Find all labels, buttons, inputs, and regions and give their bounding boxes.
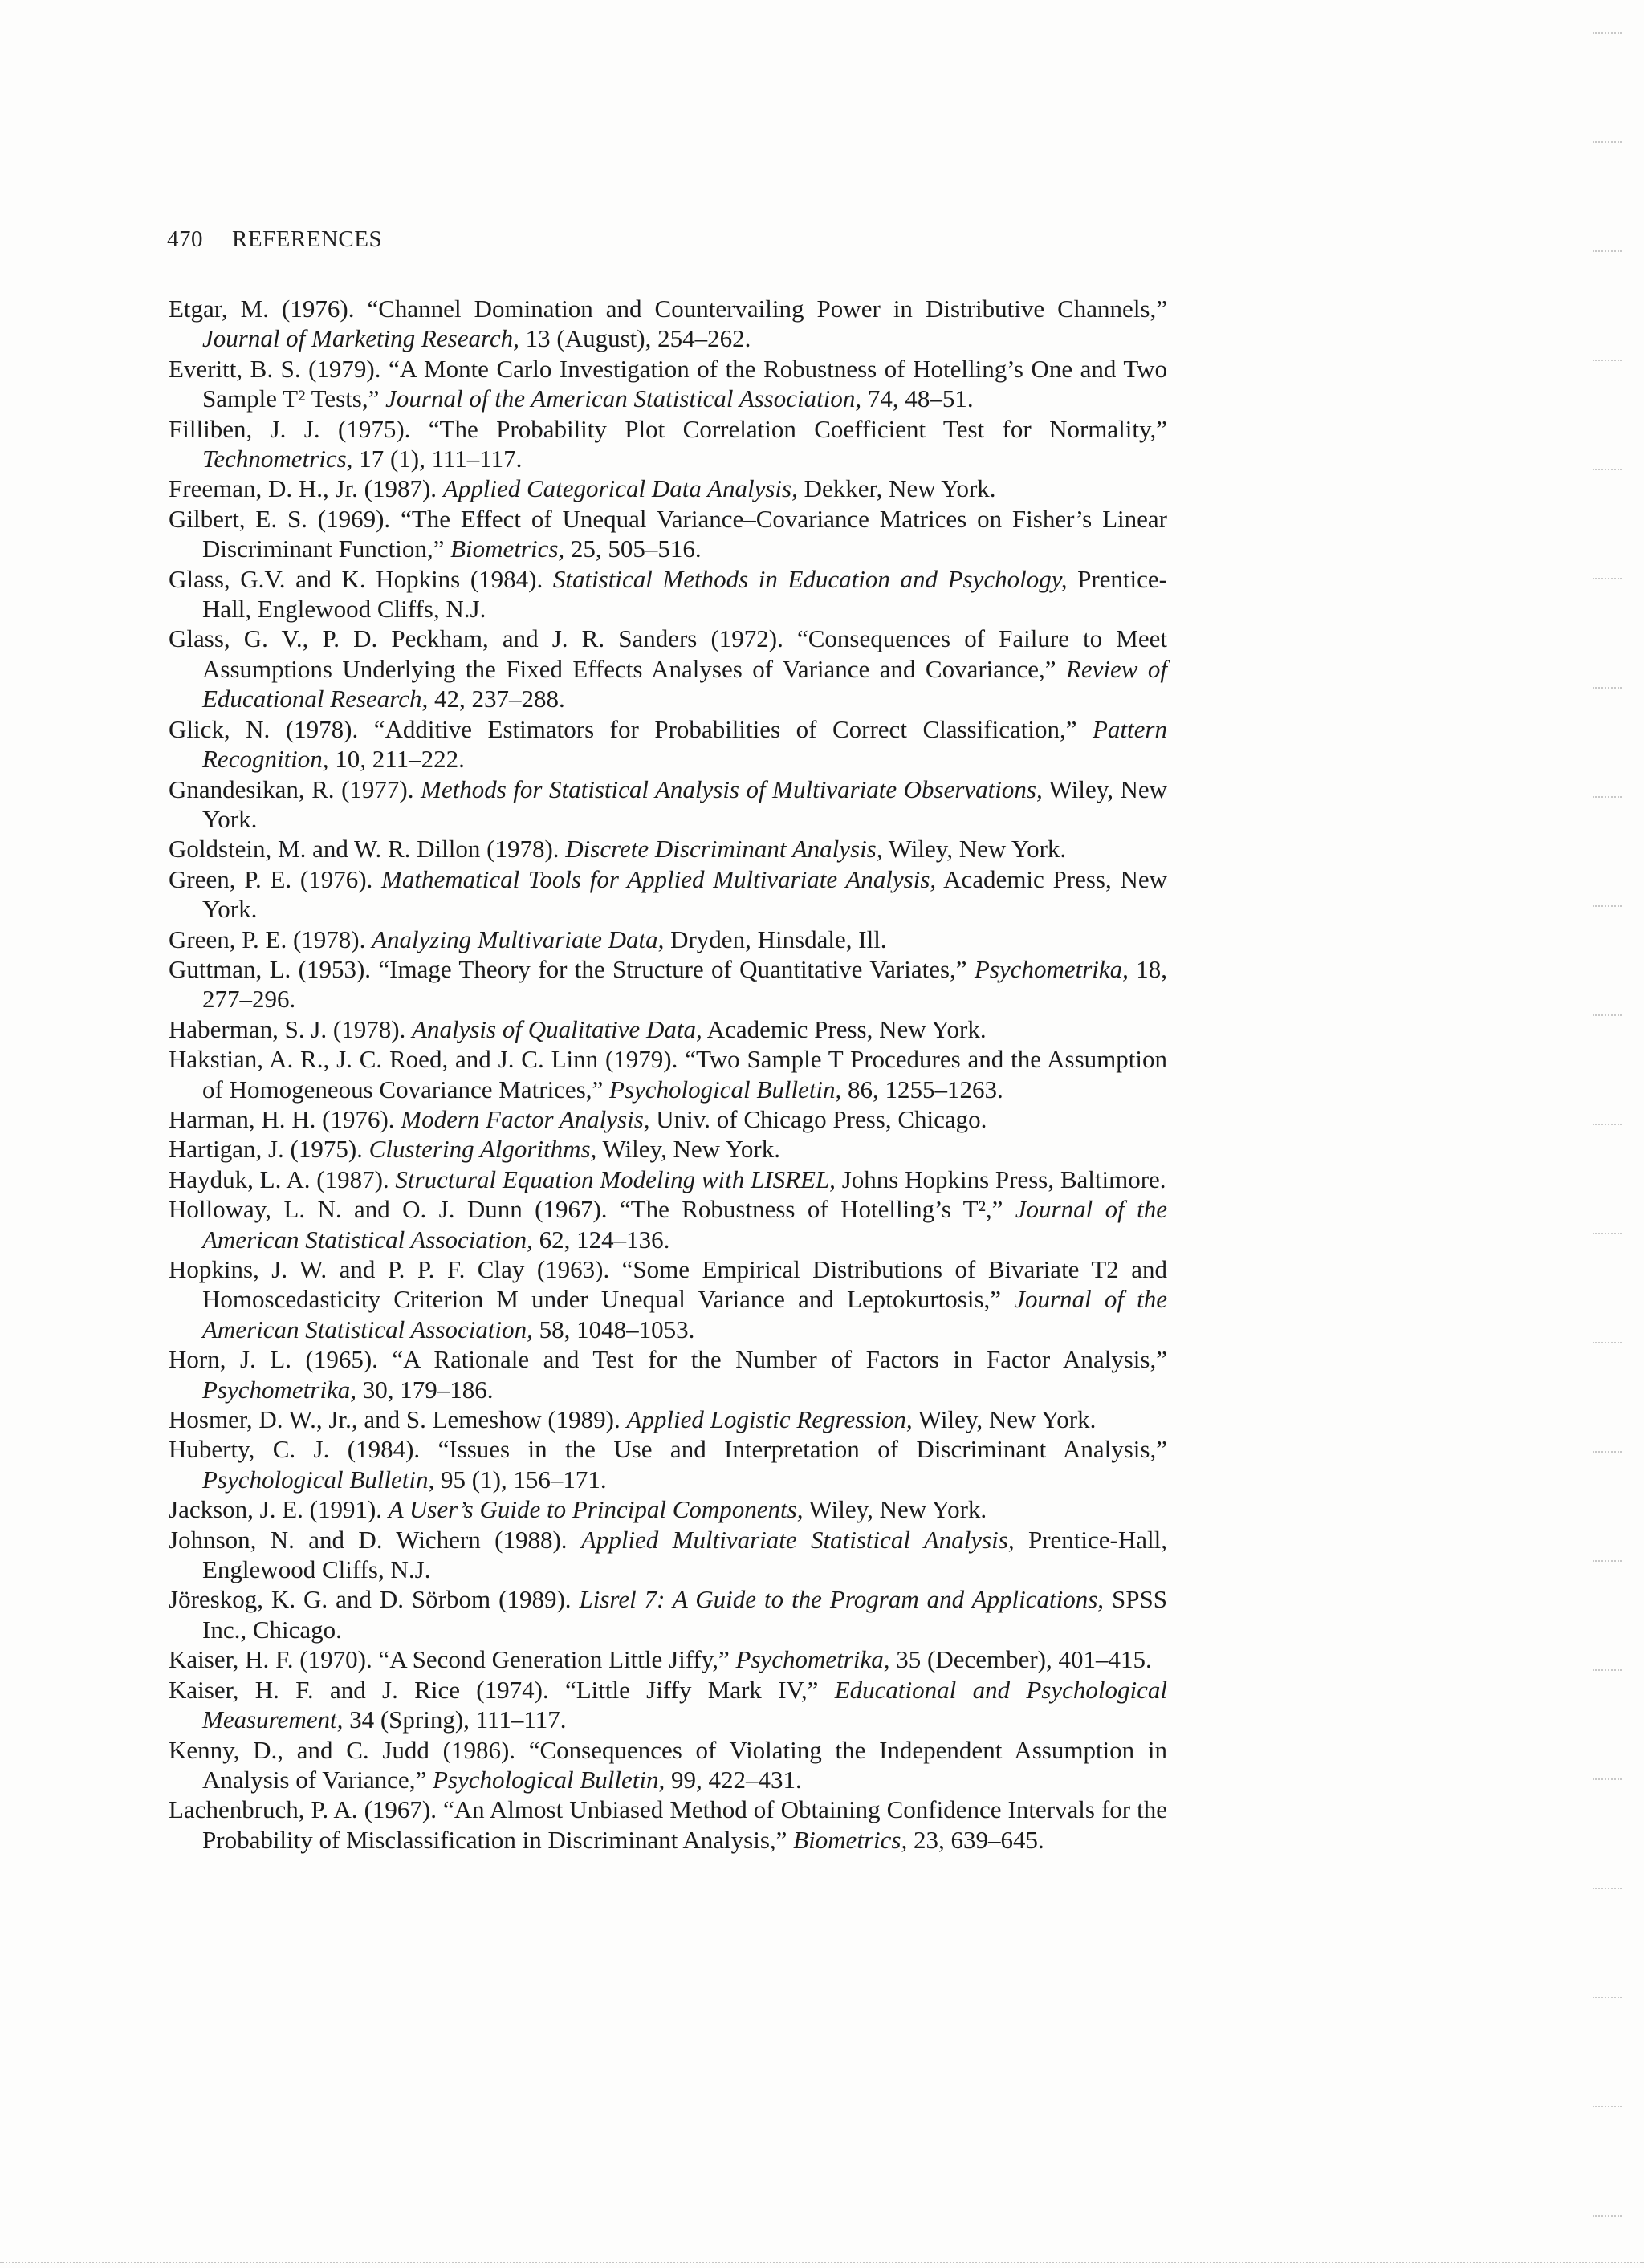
reference-entry xyxy=(169,774,1167,835)
reference-source-title: Clustering Algorithms, xyxy=(368,1135,597,1164)
edge-mark xyxy=(1593,2215,1622,2217)
reference-details: Wiley, New York. xyxy=(912,1405,1097,1434)
reference-entry xyxy=(169,624,1167,713)
reference-source-title: Psychometrika, xyxy=(735,1645,890,1674)
reference-source-title: Mathematical Tools for Applied Multivariate Analysis, xyxy=(381,864,937,893)
reference-details: 86, 1255–1263. xyxy=(841,1075,1003,1104)
reference-text: Hakstian, A. R., J. C. Roed, and J. C. Linn (1979). “Two Sample T Procedures and the Assumption of Homogeneous Covariance Matrices,” xyxy=(169,1045,1167,1104)
reference-text: Gnandesikan, R. (1977). xyxy=(169,774,421,803)
reference-details: 74, 48–51. xyxy=(861,384,974,413)
reference-entry xyxy=(169,474,1167,503)
reference-text: Haberman, S. J. (1978). xyxy=(169,1014,413,1043)
reference-entry xyxy=(169,925,1167,954)
reference-details: Wiley, New York. xyxy=(202,774,1167,833)
reference-source-title: Psychological Bulletin, xyxy=(609,1075,842,1104)
reference-text: Harman, H. H. (1976). xyxy=(169,1104,401,1133)
reference-details: Wiley, New York. xyxy=(596,1135,780,1164)
section-title: REFERENCES xyxy=(232,226,383,252)
reference-entry xyxy=(169,1735,1167,1795)
reference-details: 95 (1), 156–171. xyxy=(434,1465,607,1494)
reference-details: 13 (August), 254–262. xyxy=(519,324,751,353)
reference-text: Johnson, N. and D. Wichern (1988). xyxy=(169,1525,581,1554)
reference-text: Kaiser, H. F. and J. Rice (1974). “Little Jiffy Mark IV,” xyxy=(169,1675,835,1704)
reference-entry xyxy=(169,1525,1167,1585)
reference-text: Kenny, D., and C. Judd (1986). “Consequences of Violating the Independent Assumption in Analysis of Variance,” xyxy=(169,1735,1167,1794)
reference-source-title: Methods for Statistical Analysis of Multivariate Observations, xyxy=(421,774,1043,803)
reference-details: SPSS Inc., Chicago. xyxy=(202,1585,1167,1644)
edge-mark xyxy=(1593,32,1622,34)
reference-text: Jackson, J. E. (1991). xyxy=(169,1495,389,1524)
reference-source-title: Psychometrika, xyxy=(974,954,1129,983)
reference-entry xyxy=(169,1164,1167,1194)
reference-details: Prentice-Hall, Englewood Cliffs, N.J. xyxy=(202,564,1167,624)
reference-entry xyxy=(169,1584,1167,1644)
edge-mark xyxy=(1593,2106,1622,2107)
scan-edge-marks xyxy=(1589,0,1622,2268)
reference-details: Academic Press, New York. xyxy=(702,1014,987,1043)
reference-source-title: Journal of the American Statistical Association, xyxy=(202,1195,1167,1254)
reference-details: Prentice-Hall, Englewood Cliffs, N.J. xyxy=(202,1525,1167,1584)
reference-details: 35 (December), 401–415. xyxy=(889,1645,1152,1674)
reference-entry xyxy=(169,1494,1167,1524)
edge-mark xyxy=(1593,1342,1622,1343)
reference-entry xyxy=(169,294,1167,354)
reference-text: Kaiser, H. F. (1970). “A Second Generation Little Jiffy,” xyxy=(169,1645,736,1674)
reference-source-title: Journal of Marketing Research, xyxy=(202,324,519,353)
reference-source-title: Applied Logistic Regression, xyxy=(626,1405,913,1434)
reference-details: 34 (Spring), 111–117. xyxy=(343,1705,567,1734)
reference-source-title: Psychological Bulletin, xyxy=(432,1765,665,1794)
reference-details: 30, 179–186. xyxy=(356,1375,494,1404)
reference-source-title: Applied Multivariate Statistical Analysis, xyxy=(580,1525,1015,1554)
reference-entry xyxy=(169,1344,1167,1404)
edge-mark xyxy=(1593,687,1622,689)
edge-mark xyxy=(1593,905,1622,907)
reference-entry xyxy=(169,1794,1167,1855)
reference-text: Goldstein, M. and W. R. Dillon (1978). xyxy=(169,835,566,864)
edge-mark xyxy=(1593,469,1622,470)
reference-text: Etgar, M. (1976). “Channel Domination and Countervailing Power in Distributive Channels,” xyxy=(169,295,1167,323)
reference-source-title: Structural Equation Modeling with LISREL, xyxy=(395,1164,836,1193)
reference-details: Wiley, New York. xyxy=(882,835,1067,864)
edge-mark xyxy=(1593,1014,1622,1016)
page-number: 470 xyxy=(167,226,203,252)
reference-details: 25, 505–516. xyxy=(564,534,702,563)
edge-mark xyxy=(1593,250,1622,252)
reference-source-title: Analysis of Qualitative Data, xyxy=(412,1014,702,1043)
reference-text: Hayduk, L. A. (1987). xyxy=(169,1164,396,1193)
running-head xyxy=(167,226,382,253)
reference-details: Univ. of Chicago Press, Chicago. xyxy=(649,1104,987,1133)
reference-text: Horn, J. L. (1965). “A Rationale and Test for the Number of Factors in Factor Analysis,” xyxy=(169,1345,1167,1374)
reference-list xyxy=(169,294,1167,1855)
reference-entry xyxy=(169,1404,1167,1434)
reference-source-title: Review of Educational Research, xyxy=(202,654,1167,713)
reference-entry xyxy=(169,504,1167,564)
reference-text: Hopkins, J. W. and P. P. F. Clay (1963). “Some Empirical Distributions of Bivariate T2 and Homoscedasticity Criterion M under Unequal Variance and Leptokurtosis,” xyxy=(169,1255,1167,1314)
reference-entry xyxy=(169,1044,1167,1104)
edge-mark xyxy=(1593,1669,1622,1671)
edge-mark xyxy=(1593,1888,1622,1889)
edge-mark xyxy=(1593,1233,1622,1234)
reference-entry xyxy=(169,1134,1167,1164)
reference-source-title: Discrete Discriminant Analysis, xyxy=(565,835,883,864)
reference-details: 10, 211–222. xyxy=(328,745,465,774)
reference-text: Lachenbruch, P. A. (1967). “An Almost Unbiased Method of Obtaining Confidence Intervals for the Probability of Misclassification in Discriminant Analysis,” xyxy=(169,1795,1167,1854)
reference-text: Huberty, C. J. (1984). “Issues in the Use and Interpretation of Discriminant Analysis,” xyxy=(169,1435,1167,1464)
edge-mark xyxy=(1593,1560,1622,1562)
reference-text: Hartigan, J. (1975). xyxy=(169,1135,369,1164)
reference-source-title: Lisrel 7: A Guide to the Program and Applications, xyxy=(579,1585,1105,1614)
reference-entry xyxy=(169,954,1167,1014)
reference-source-title: Analyzing Multivariate Data, xyxy=(372,925,665,953)
edge-mark xyxy=(1593,796,1622,798)
scan-bottom-edge xyxy=(0,2262,1644,2263)
reference-details: 58, 1048–1053. xyxy=(532,1315,695,1343)
reference-source-title: Biometrics, xyxy=(450,534,565,563)
reference-text: Holloway, L. N. and O. J. Dunn (1967). “The Robustness of Hotelling’s T²,” xyxy=(169,1195,1015,1224)
reference-text: Glass, G.V. and K. Hopkins (1984). xyxy=(169,564,553,593)
edge-mark xyxy=(1593,141,1622,143)
reference-entry xyxy=(169,1644,1167,1674)
reference-text: Glass, G. V., P. D. Peckham, and J. R. Sanders (1972). “Consequences of Failure to Meet Assumptions Underlying the Fixed Effects Analyses of Variance and Covariance,” xyxy=(169,624,1167,683)
edge-mark xyxy=(1593,1778,1622,1780)
reference-source-title: Educational and Psychological Measurement, xyxy=(202,1675,1167,1734)
reference-source-title: Statistical Methods in Education and Psychology, xyxy=(552,564,1068,593)
reference-text: Green, P. E. (1976). xyxy=(169,864,382,893)
reference-entry xyxy=(169,864,1167,925)
edge-mark xyxy=(1593,578,1622,579)
reference-details: Dryden, Hinsdale, Ill. xyxy=(664,925,887,953)
reference-source-title: Psychological Bulletin, xyxy=(202,1465,435,1494)
reference-source-title: Technometrics, xyxy=(202,445,353,474)
reference-text: Guttman, L. (1953). “Image Theory for the Structure of Quantitative Variates,” xyxy=(169,954,975,983)
reference-entry xyxy=(169,1675,1167,1735)
reference-entry xyxy=(169,834,1167,864)
edge-mark xyxy=(1593,1451,1622,1453)
reference-text: Filliben, J. J. (1975). “The Probability Plot Correlation Coefficient Test for Normality,” xyxy=(169,414,1167,443)
reference-entry xyxy=(169,1014,1167,1044)
reference-entry xyxy=(169,354,1167,414)
reference-source-title: Psychometrika, xyxy=(202,1375,356,1404)
reference-details: Dekker, New York. xyxy=(797,474,996,503)
reference-details: Wiley, New York. xyxy=(803,1495,987,1524)
reference-details: 62, 124–136. xyxy=(532,1225,670,1254)
reference-source-title: A User’s Guide to Principal Components, xyxy=(388,1495,804,1524)
reference-details: 42, 237–288. xyxy=(428,685,565,713)
reference-entry xyxy=(169,1104,1167,1134)
reference-entry xyxy=(169,1434,1167,1494)
reference-entry xyxy=(169,564,1167,624)
reference-text: Gilbert, E. S. (1969). “The Effect of Unequal Variance–Covariance Matrices on Fisher’s Linear Discriminant Function,” xyxy=(169,504,1167,563)
reference-source-title: Biometrics, xyxy=(793,1825,908,1854)
reference-source-title: Journal of the American Statistical Association, xyxy=(202,1285,1168,1343)
reference-details: 17 (1), 111–117. xyxy=(352,445,523,474)
reference-text: Jöreskog, K. G. and D. Sörbom (1989). xyxy=(169,1585,580,1614)
reference-entry xyxy=(169,714,1167,774)
reference-text: Hosmer, D. W., Jr., and S. Lemeshow (1989). xyxy=(169,1405,627,1434)
reference-details: 99, 422–431. xyxy=(665,1765,802,1794)
reference-text: Glick, N. (1978). “Additive Estimators for Probabilities of Correct Classification,” xyxy=(169,714,1093,743)
reference-details: 18, 277–296. xyxy=(202,954,1167,1014)
reference-entry xyxy=(169,414,1167,474)
reference-details: Academic Press, New York. xyxy=(202,864,1167,924)
reference-text: Everitt, B. S. (1979). “A Monte Carlo Investigation of the Robustness of Hotelling’s One and Two Sample T² Tests,” xyxy=(169,354,1167,413)
edge-mark xyxy=(1593,360,1622,361)
reference-source-title: Applied Categorical Data Analysis, xyxy=(442,474,798,503)
reference-details: 23, 639–645. xyxy=(907,1825,1044,1854)
edge-mark xyxy=(1593,1997,1622,1998)
reference-details: Johns Hopkins Press, Baltimore. xyxy=(835,1164,1166,1193)
reference-text: Green, P. E. (1978). xyxy=(169,925,372,953)
reference-entry xyxy=(169,1254,1167,1344)
reference-source-title: Pattern Recognition, xyxy=(202,714,1167,774)
reference-source-title: Journal of the American Statistical Association, xyxy=(385,384,862,413)
edge-mark xyxy=(1593,1124,1622,1125)
reference-entry xyxy=(169,1194,1167,1254)
reference-text: Freeman, D. H., Jr. (1987). xyxy=(169,474,443,503)
reference-source-title: Modern Factor Analysis, xyxy=(401,1104,650,1133)
